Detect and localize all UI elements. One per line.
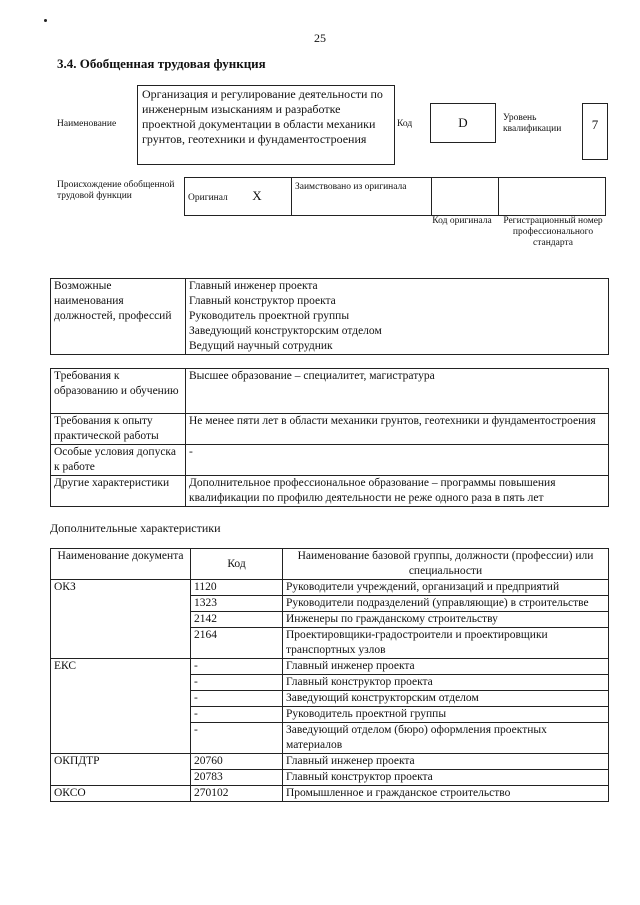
origin-original-mark: X [252,187,262,203]
scan-speck [44,19,47,22]
col-code-header: Код [191,549,283,580]
requirement-row [51,414,609,445]
name-cell: Главный конструктор проекта [283,770,609,786]
function-code-value: D [430,103,496,143]
level-label: Уровень квалификации [503,113,562,134]
position-item: Ведущий научный сотрудник [189,340,333,352]
code-cell: 2142 [191,612,283,628]
name-cell: Заведующий конструкторским отделом [283,691,609,707]
code-cell: - [191,659,283,675]
code-cell: 1323 [191,596,283,612]
table-row [51,580,609,596]
requirement-row [51,445,609,476]
doc-cell: ЕКС [51,659,191,754]
function-code-label: Код [397,119,413,129]
positions-table [50,278,609,355]
requirement-row [51,369,609,414]
origin-reg-caption: Регистрационный номер профессионального стандарта [503,216,603,248]
position-item: Заведующий конструкторским отделом [189,325,382,337]
name-cell: Руководитель проектной группы [283,707,609,723]
additional-table [50,548,609,802]
code-cell: - [191,707,283,723]
additional-header-row [51,549,609,580]
origin-borrowed-cell: Заимствовано из оригинала [292,178,432,216]
page-number: 25 [314,31,326,45]
doc-cell: ОКПДТР [51,754,191,786]
table-row [51,786,609,802]
code-cell: 2164 [191,628,283,659]
requirement-label: Другие характеристики [51,476,186,507]
name-cell: Руководители учреждений, организаций и предприятий [283,580,609,596]
function-name-label: Наименование [57,119,117,129]
name-cell: Заведующий отделом (бюро) оформления проектных материалов [283,723,609,754]
name-cell: Проектировщики-градостроители и проектировщики транспортных узлов [283,628,609,659]
code-cell: 1120 [191,580,283,596]
table-row [51,754,609,770]
doc-cell: ОКСО [51,786,191,802]
name-cell: Промышленное и гражданское строительство [283,786,609,802]
origin-table [184,177,606,216]
origin-label: Происхождение обобщенной трудовой функции [57,180,175,201]
name-cell: Главный конструктор проекта [283,675,609,691]
origin-code-cell [432,178,499,216]
positions-label: Возможные наименования должностей, профессий [51,279,186,355]
requirement-value: Не менее пяти лет в области механики грунтов, геотехники и фундаментостроения [186,414,609,445]
function-name-value: Организация и регулирование деятельности по инженерным изысканиям и разработке проектной документации в области механики грунтов, геотехники и фундаментостроения [137,85,395,165]
requirement-label: Особые условия допуска к работе [51,445,186,476]
name-cell: Инженеры по гражданскому строительству [283,612,609,628]
additional-title: Дополнительные характеристики [50,521,221,535]
col-name-header: Наименование базовой группы, должности (профессии) или специальности [283,549,609,580]
requirement-label: Требования к образованию и обучению [51,369,186,414]
origin-original-cell [185,178,292,216]
level-value: 7 [582,103,608,160]
origin-reg-cell [499,178,606,216]
requirement-value: Высшее образование – специалитет, магистратура [186,369,609,414]
requirements-table [50,368,609,507]
section-title: 3.4. Обобщенная трудовая функция [57,56,266,71]
code-cell: - [191,691,283,707]
position-item: Руководитель проектной группы [189,310,350,322]
name-cell: Главный инженер проекта [283,659,609,675]
table-row [51,659,609,675]
name-cell: Руководители подразделений (управляющие) в строительстве [283,596,609,612]
code-cell: - [191,675,283,691]
doc-cell: ОКЗ [51,580,191,659]
origin-original-label: Оригинал [188,192,228,203]
requirement-value: Дополнительное профессиональное образование – программы повышения квалификации по профилю деятельности не реже одного раза в пять лет [186,476,609,507]
code-cell: 20760 [191,754,283,770]
requirement-label: Требования к опыту практической работы [51,414,186,445]
col-doc-header: Наименование документа [51,549,191,580]
name-cell: Главный инженер проекта [283,754,609,770]
code-cell: 20783 [191,770,283,786]
code-cell: 270102 [191,786,283,802]
origin-code-caption: Код оригинала [432,216,492,226]
requirement-value: - [186,445,609,476]
position-item: Главный инженер проекта [189,280,318,292]
position-item: Главный конструктор проекта [189,295,336,307]
code-cell: - [191,723,283,754]
positions-list [186,279,609,355]
requirement-row [51,476,609,507]
